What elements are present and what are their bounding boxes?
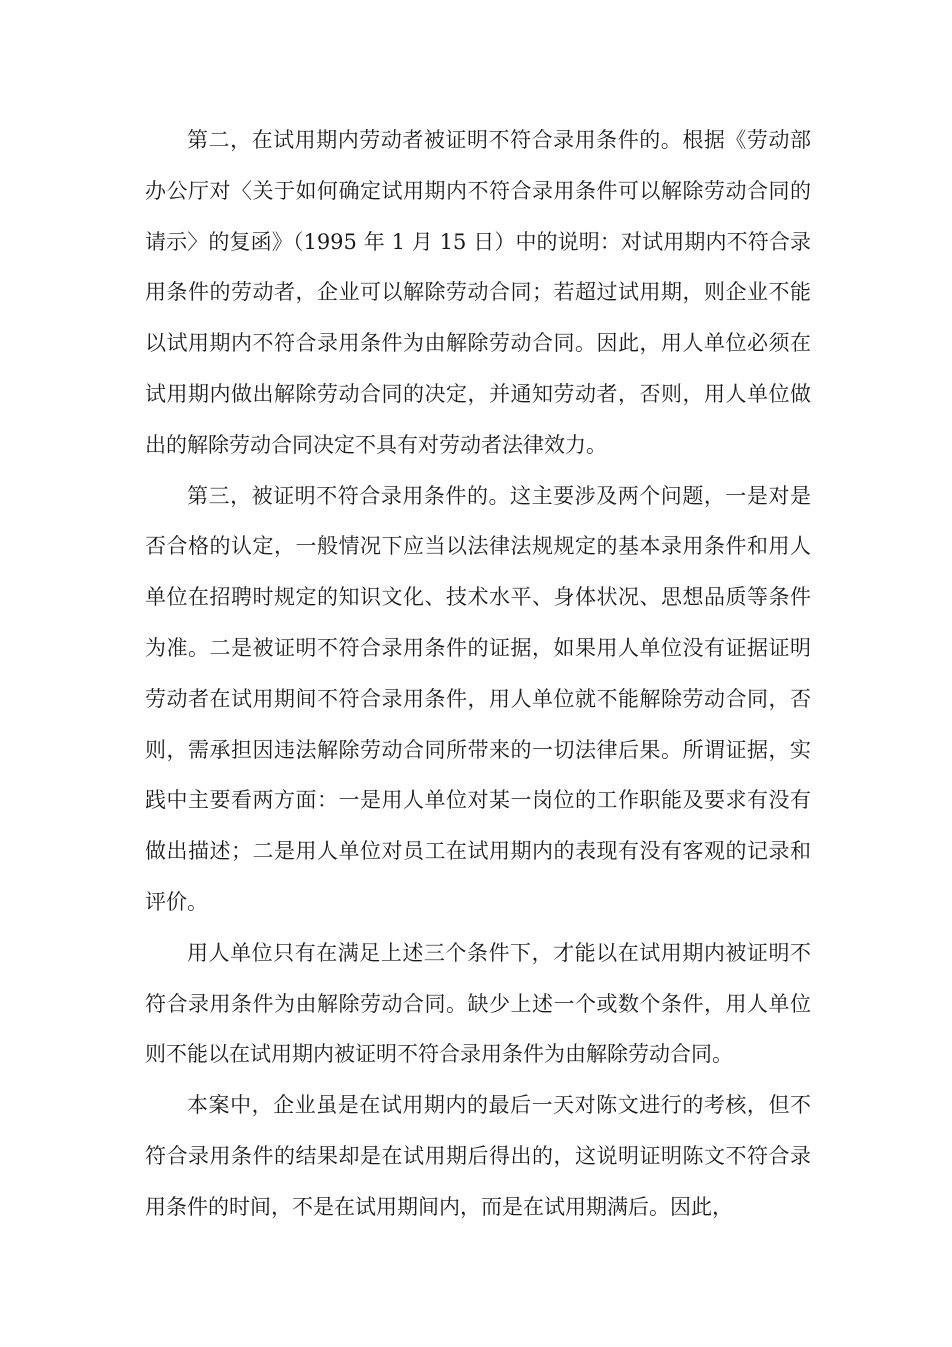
document-body xyxy=(145,115,811,1233)
paragraph-proof-conditions: 第三，被证明不符合录用条件的。这主要涉及两个问题，一是对是否合格的认定，一般情况下应当以法律法规规定的基本录用条件和用人单位在招聘时规定的知识文化、技术水平、身体状况、思想品质等条件为准。二是被证明不符合录用条件的证据，如果用人单位没有证据证明劳动者在试用期间不符合录用条件，用人单位就不能解除劳动合同，否则，需承担因违法解除劳动合同所带来的一切法律后果。所谓证据，实践中主要看两方面：一是用人单位对某一岗位的工作职能及要求有没有做出描述；二是用人单位对员工在试用期内的表现有没有客观的记录和评价。 xyxy=(145,483,811,914)
paragraph-three-conditions: 用人单位只有在满足上述三个条件下，才能以在试用期内被证明不符合录用条件为由解除劳动合同。缺少上述一个或数个条件，用人单位则不能以在试用期内被证明不符合录用条件为由解除劳动合同。 xyxy=(145,940,811,1067)
paragraph-case-analysis: 本案中，企业虽是在试用期内的最后一天对陈文进行的考核，但不符合录用条件的结果却是在试用期后得出的，这说明证明陈文不符合录用条件的时间，不是在试用期间内，而是在试用期满后。因此， xyxy=(145,1093,811,1219)
paragraph-probation-proof: 第二，在试用期内劳动者被证明不符合录用条件的。根据《劳动部办公厅对〈关于如何确定试用期内不符合录用条件可以解除劳动合同的请示〉的复函》（1995 年 1 月 15 日）中的说明：对试用期内不符合录用条件的劳动者，企业可以解除劳动合同；若超过试用期，则企业不能以试用期内不符合录用条件为由解除劳动合同。因此，用人单位必须在试用期内做出解除劳动合同的决定，并通知劳动者，否则，用人单位做出的解除劳动合同决定不具有对劳动者法律效力。 xyxy=(145,128,811,457)
